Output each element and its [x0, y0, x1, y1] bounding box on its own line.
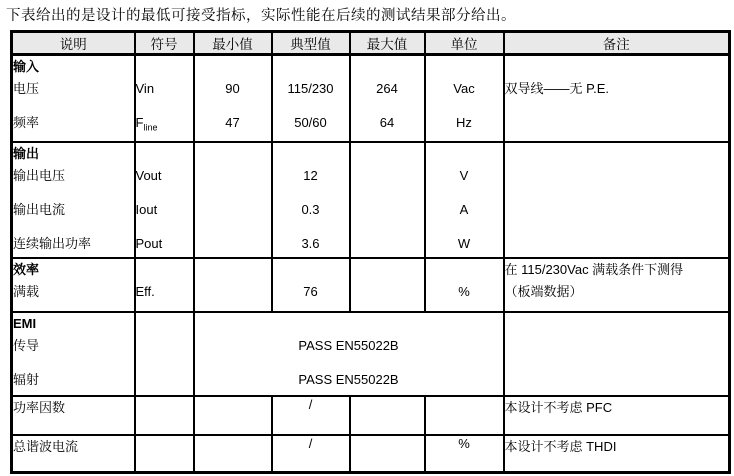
row-emi	[12, 312, 730, 396]
intro-text: 下表给出的是设计的最低可接受指标，实际性能在后续的测试结果部分给出。	[6, 8, 516, 24]
output-power-unit: W	[457, 236, 471, 251]
header-max: 最大值	[350, 32, 425, 55]
efficiency-symbol-cell	[135, 258, 194, 312]
table-header-row	[12, 32, 730, 55]
efficiency-unit-cell	[425, 258, 504, 312]
header-typ: 典型值	[272, 32, 350, 55]
header-min: 最小值	[194, 32, 272, 55]
pf-desc-cell: 功率因数	[12, 396, 135, 435]
emi-desc-cell	[12, 312, 135, 396]
input-frequency-min: 47	[225, 115, 240, 130]
input-min-cell	[194, 55, 272, 143]
output-current-typ: 0.3	[301, 202, 320, 217]
pf-remark-cell: 本设计不考虑 PFC	[504, 396, 730, 435]
output-voltage-unit: V	[459, 168, 469, 183]
efficiency-section-title: 效率	[13, 262, 40, 277]
row-thd	[12, 435, 730, 473]
input-unit-cell	[425, 55, 504, 143]
row-input	[12, 55, 730, 143]
efficiency-remark-line1: 在 115/230Vac 满载条件下测得	[504, 262, 684, 277]
row-efficiency	[12, 258, 730, 312]
output-min-cell	[194, 142, 272, 258]
emi-radiated-label: 辐射	[13, 372, 40, 387]
spec-table	[10, 30, 731, 474]
row-output	[12, 142, 730, 258]
output-remark-cell	[504, 142, 730, 258]
emi-radiated-result: PASS EN55022B	[298, 372, 399, 387]
input-section-title: 输入	[13, 59, 40, 74]
output-section-title: 输出	[13, 146, 40, 161]
thd-min-cell	[194, 435, 272, 473]
output-power-symbol: Pout	[135, 236, 163, 251]
output-current-unit: A	[459, 202, 469, 217]
row-power-factor	[12, 396, 730, 435]
pf-max-cell	[350, 396, 425, 435]
output-voltage-label: 输出电压	[13, 168, 66, 183]
efficiency-unit: %	[458, 284, 470, 299]
input-frequency-max: 64	[379, 115, 395, 130]
output-power-label: 连续输出功率	[13, 236, 92, 251]
emi-conducted-label: 传导	[13, 338, 40, 353]
thd-remark-cell: 本设计不考虑 THDI	[504, 435, 730, 473]
output-symbol-cell	[135, 142, 194, 258]
output-power-typ: 3.6	[301, 236, 320, 251]
emi-conducted-result: PASS EN55022B	[298, 338, 399, 353]
input-max-cell	[350, 55, 425, 143]
input-desc-cell	[12, 55, 135, 143]
pf-unit-cell	[425, 396, 504, 435]
input-voltage-typ: 115/230	[287, 81, 334, 96]
thd-desc-cell: 总谐波电流	[12, 435, 135, 473]
output-desc-cell	[12, 142, 135, 258]
pf-symbol-cell	[135, 396, 194, 435]
output-typ-cell	[272, 142, 350, 258]
input-remark: 双导线——无 P.E.	[504, 81, 610, 96]
input-voltage-unit: Vac	[453, 81, 475, 96]
input-frequency-label: 频率	[13, 115, 40, 130]
header-desc: 说明	[12, 32, 135, 55]
efficiency-typ-cell	[272, 258, 350, 312]
emi-remark-cell	[504, 312, 730, 396]
output-voltage-symbol: Vout	[135, 168, 162, 183]
output-unit-cell	[425, 142, 504, 258]
output-max-cell	[350, 142, 425, 258]
input-voltage-symbol: Vin	[135, 81, 155, 96]
efficiency-symbol: Eff.	[135, 284, 155, 299]
efficiency-fullload-label: 满载	[13, 284, 40, 299]
input-frequency-unit: Hz	[456, 115, 472, 130]
output-voltage-typ: 12	[303, 168, 318, 183]
thd-max-cell	[350, 435, 425, 473]
output-current-label: 输出电流	[13, 202, 66, 217]
input-voltage-min: 90	[225, 81, 240, 96]
efficiency-max-cell	[350, 258, 425, 312]
input-frequency-symbol: $F_{line}$	[135, 115, 158, 133]
thd-symbol-cell	[135, 435, 194, 473]
input-remark-cell	[504, 55, 730, 143]
pf-typ-cell: /	[272, 396, 350, 435]
efficiency-min-cell	[194, 258, 272, 312]
input-symbol-cell	[135, 55, 194, 143]
efficiency-remark-cell	[504, 258, 730, 312]
input-voltage-label: 电压	[13, 81, 40, 96]
input-frequency-typ: 50/60	[294, 115, 327, 130]
pf-min-cell	[194, 396, 272, 435]
emi-result-cell	[194, 312, 504, 396]
emi-section-title: EMI	[13, 316, 37, 331]
header-remark: 备注	[504, 32, 730, 55]
efficiency-typ: 76	[303, 284, 318, 299]
thd-typ-cell: /	[272, 435, 350, 473]
header-unit: 单位	[425, 32, 504, 55]
header-symbol: 符号	[135, 32, 194, 55]
efficiency-desc-cell	[12, 258, 135, 312]
input-voltage-max: 264	[376, 81, 398, 96]
emi-symbol-cell	[135, 312, 194, 396]
thd-unit-cell: %	[425, 435, 504, 473]
efficiency-remark-line2: （板端数据）	[504, 284, 583, 299]
input-typ-cell	[272, 55, 350, 143]
output-current-symbol: Iout	[135, 202, 158, 217]
